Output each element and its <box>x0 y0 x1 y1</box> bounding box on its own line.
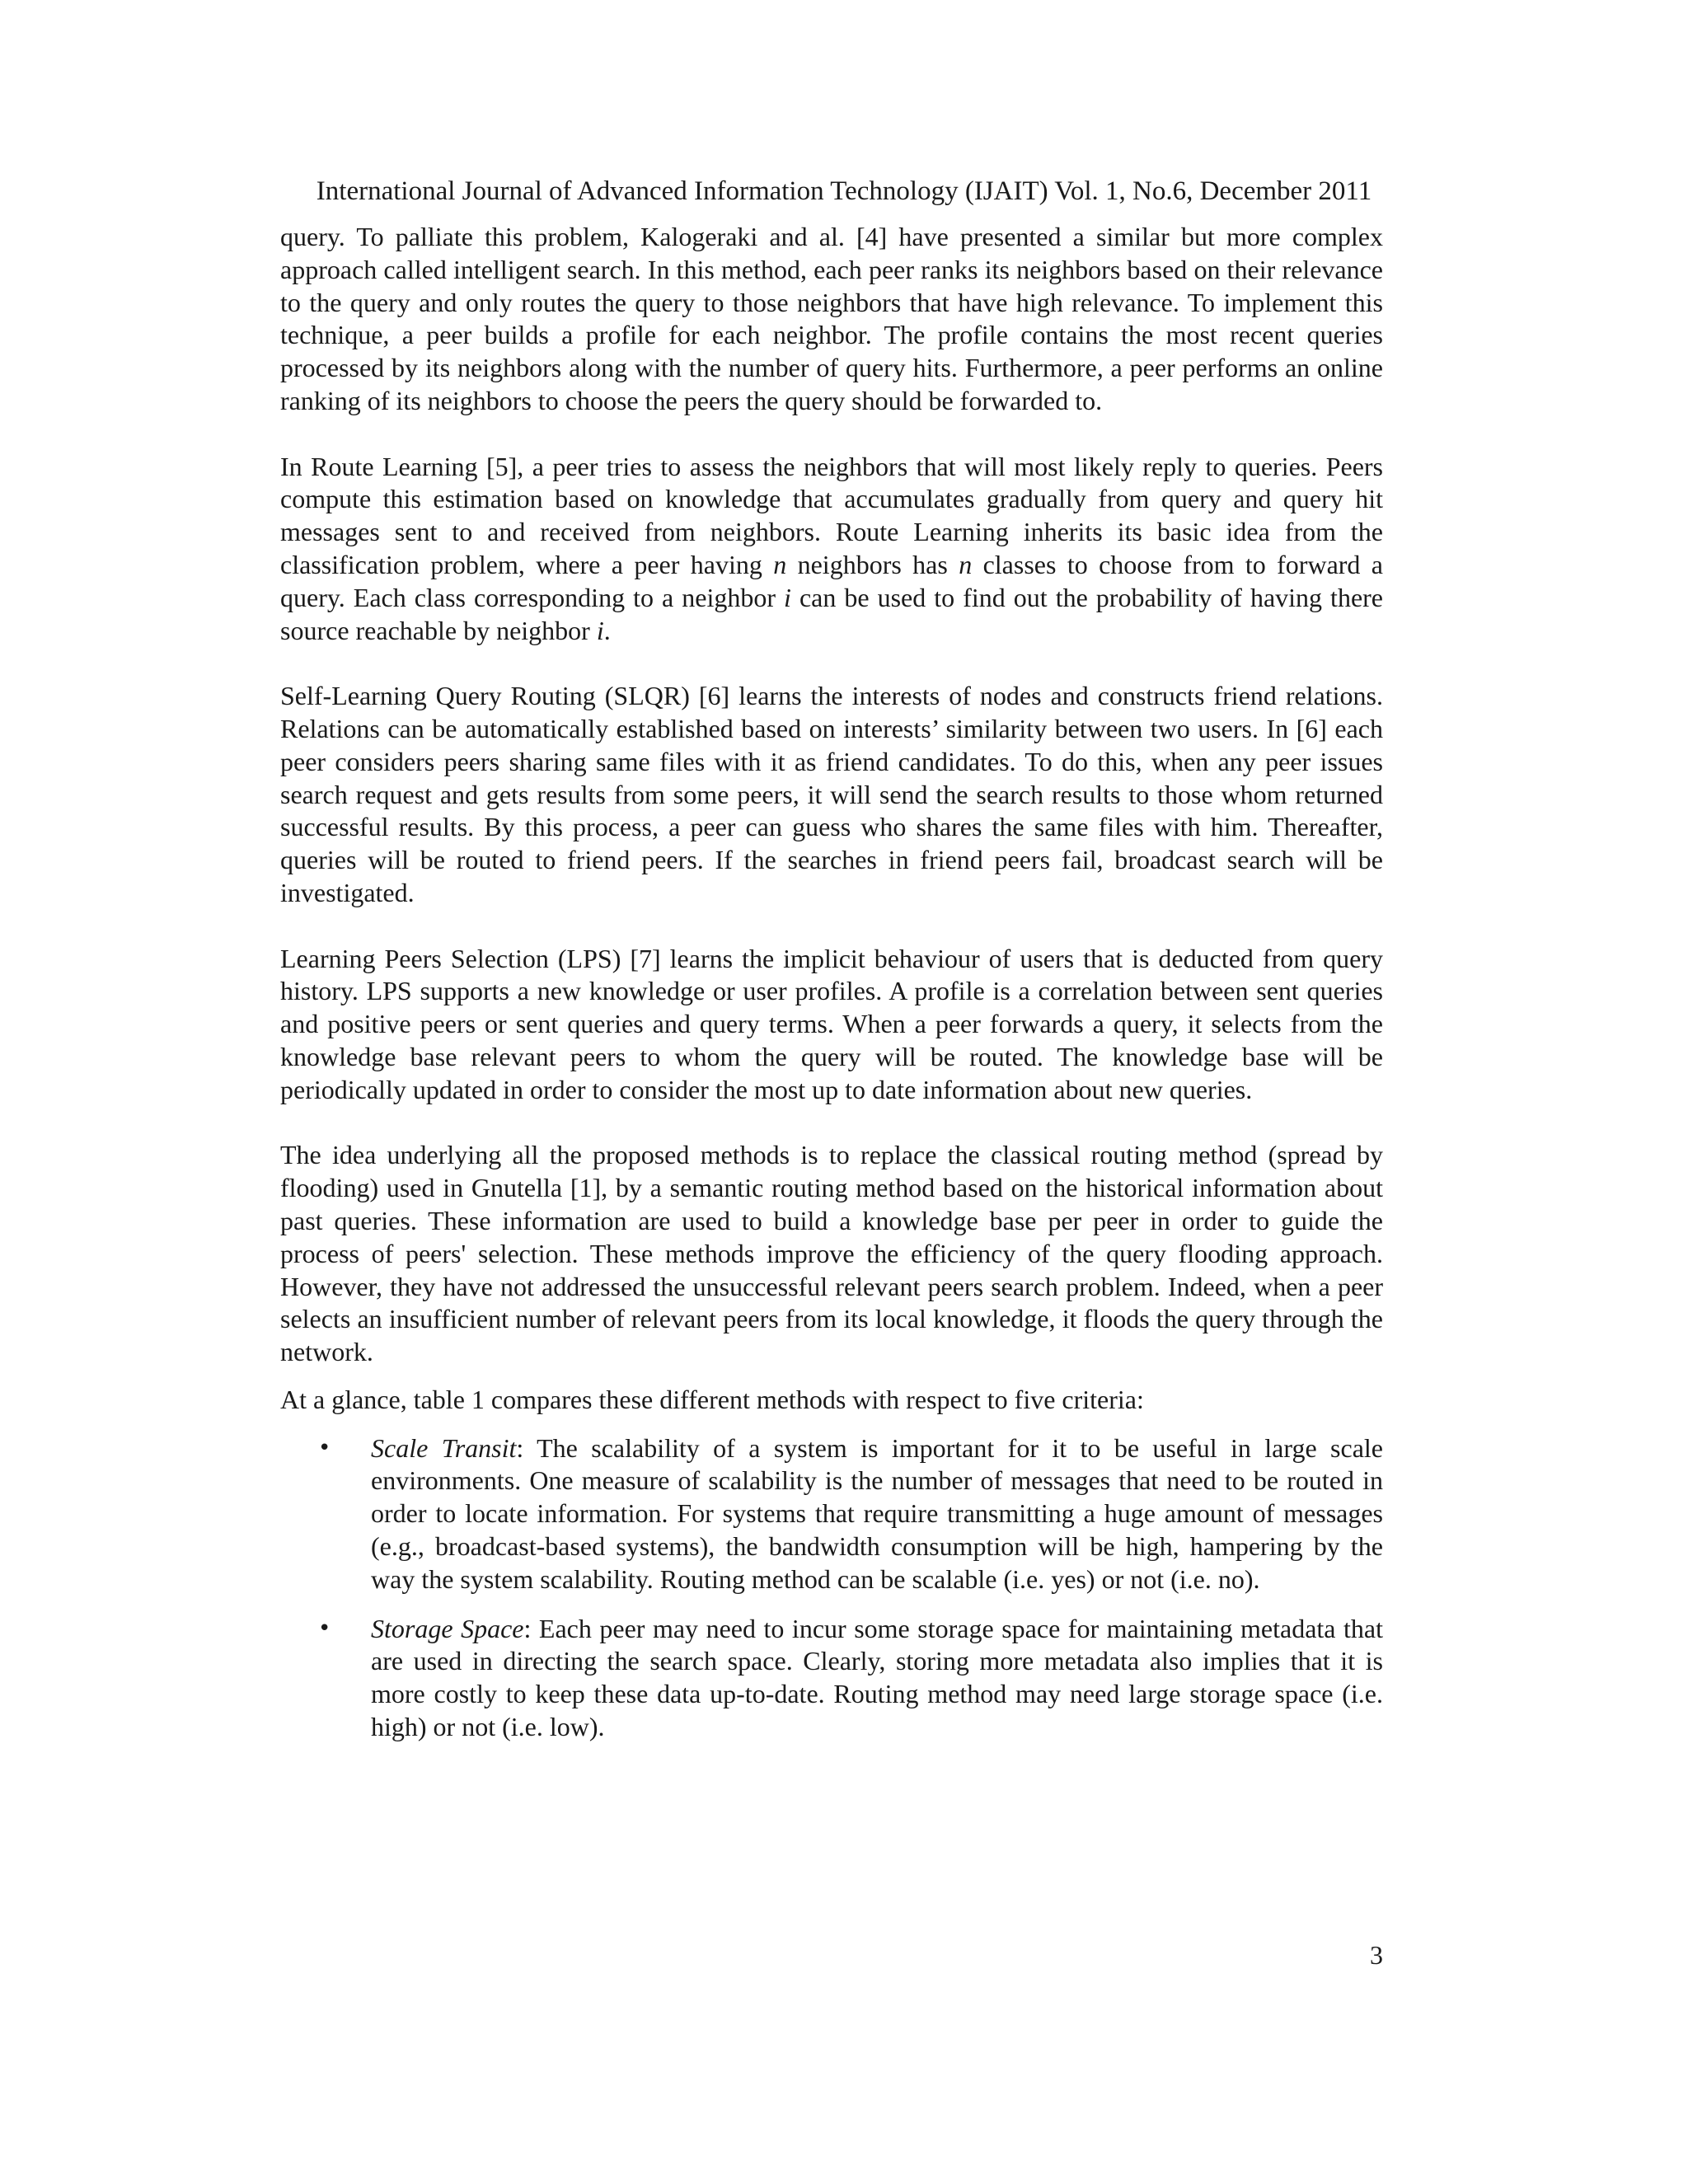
text-segment: can be used to find out the probability of having there source reachable by neighbor <box>280 582 1384 645</box>
bullet-icon: • <box>318 1615 331 1641</box>
math-variable: n <box>773 549 787 579</box>
text-segment: classes to choose from to forward a query. Each class corresponding to a neighbor <box>280 549 1384 612</box>
math-variable: n <box>959 549 973 579</box>
text-segment: . <box>603 615 611 645</box>
paragraph-lps: Learning Peers Selection (LPS) [7] learns the implicit behaviour of users that is deducted from query history. LPS supports a new knowledge or user profiles. A profile is a correlation between sent queries and positive peers or sent queries and query terms. When a peer forwards a query, it selects from the knowledge base relevant peers to whom the query will be routed. The knowledge base will be periodically updated in order to consider the most up to date information about new queries. <box>280 943 1383 1104</box>
criterion-description: : The scalability of a system is important for it to be useful in large scale environments. One measure of scalability is the number of messages that need to be routed in order to locate information. For systems that require transmitting a huge amount of messages (e.g., broadcast-based systems), the bandwidth consumption will be high, hampering by the way the system scalability. Routing method can be scalable (i.e. yes) or not (i.e. no). <box>371 1432 1384 1594</box>
running-head: International Journal of Advanced Information Technology (IJAIT) Vol. 1, No.6, December 2011 <box>316 176 1372 206</box>
body-text <box>280 221 1383 1744</box>
criterion-description: : Each peer may need to incur some storage space for maintaining metadata that are used in directing the search space. Clearly, storing more metadata also implies that it is more costly to keep these data up-to-date. Routing method may need large storage space (i.e. high) or not (i.e. low). <box>371 1613 1384 1742</box>
paragraph-criteria-intro: At a glance, table 1 compares these different methods with respect to five criteria: <box>280 1384 1144 1414</box>
criteria-list <box>280 1432 1383 1744</box>
math-variable: i <box>596 615 604 645</box>
paragraph-route-learning <box>280 451 1383 648</box>
list-item-scale-transit <box>280 1432 1383 1596</box>
bullet-icon: • <box>318 1435 331 1460</box>
list-item-storage-space <box>280 1613 1383 1744</box>
paragraph-methods-summary: The idea underlying all the proposed methods is to replace the classical routing method (spread by flooding) used in Gnutella [1], by a semantic routing method based on the historical information about past queries. These information are used to build a knowledge base per peer in order to guide the process of peers' selection. These methods improve the efficiency of the query flooding approach. However, they have not addressed the unsuccessful relevant peers search problem. Indeed, when a peer selects an insufficient number of relevant peers from its local knowledge, it floods the query through the network. <box>280 1140 1383 1367</box>
page-number: 3 <box>1370 1940 1383 1970</box>
criterion-term: Scale Transit <box>371 1432 517 1463</box>
math-variable: i <box>784 582 791 612</box>
text-segment: neighbors has <box>786 549 959 579</box>
criterion-term: Storage Space <box>371 1613 524 1643</box>
paragraph-slqr: Self-Learning Query Routing (SLQR) [6] learns the interests of nodes and constructs friend relations. Relations can be automatically established based on interests’ similarity between two users. In [6] each peer considers peers sharing same files with it as friend candidates. To do this, when any peer issues search request and gets results from some peers, it will send the search results to those whom returned successful results. By this process, a peer can guess who shares the same files with him. Thereafter, queries will be routed to friend peers. If the searches in friend peers fail, broadcast search will be investigated. <box>280 681 1383 907</box>
text-segment: In Route Learning [5], a peer tries to assess the neighbors that will most likely reply to queries. Peers compute this estimation based on knowledge that accumulates gradually from query and query hit messages sent to and received from neighbors. Route Learning inherits its basic idea from the classification problem, where a peer having <box>280 451 1383 579</box>
paragraph-intelligent-search: query. To palliate this problem, Kalogeraki and al. [4] have presented a similar but more complex approach called intelligent search. In this method, each peer ranks its neighbors based on their relevance to the query and only routes the query to those neighbors that have high relevance. To implement this technique, a peer builds a profile for each neighbor. The profile contains the most recent queries processed by its neighbors along with the number of query hits. Furthermore, a peer performs an online ranking of its neighbors to choose the peers the query should be forwarded to. <box>280 222 1383 415</box>
